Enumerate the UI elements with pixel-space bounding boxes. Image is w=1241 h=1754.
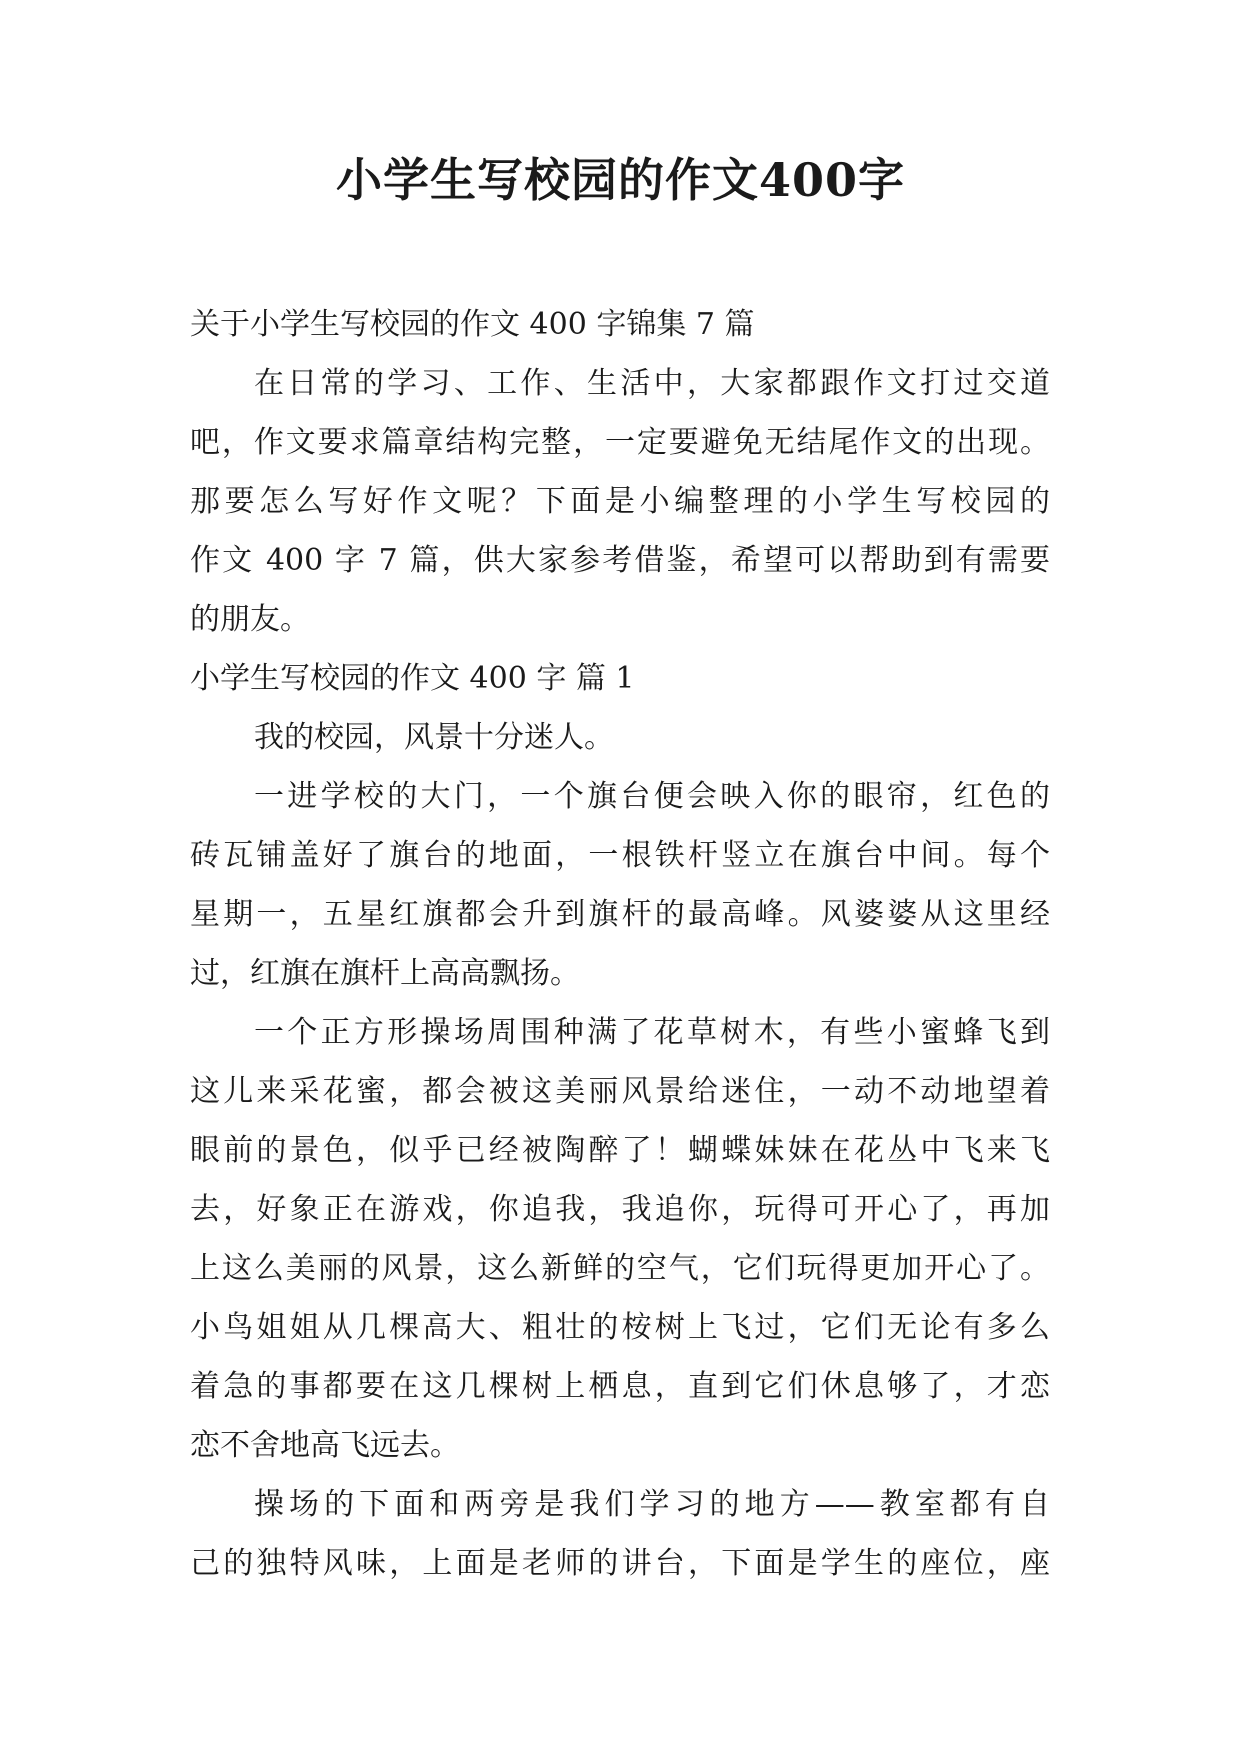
paragraph-line: 吧，作文要求篇章结构完整，一定要避免无结尾作文的出现。: [190, 425, 1050, 460]
paragraph-line: 上这么美丽的风景，这么新鲜的空气，它们玩得更加开心了。: [190, 1251, 1050, 1286]
paragraph-line: 恋不舍地高飞远去。: [190, 1428, 460, 1463]
paragraph-line: 砖瓦铺盖好了旗台的地面，一根铁杆竖立在旗台中间。每个: [190, 838, 1050, 873]
document-body: [190, 295, 1050, 1593]
paragraph-line: 这儿来采花蜜，都会被这美丽风景给迷住，一动不动地望着: [190, 1074, 1050, 1109]
document-title: 小学生写校园的作文400字: [335, 153, 906, 207]
paragraph-line: 在日常的学习、工作、生活中，大家都跟作文打过交道: [254, 366, 1050, 401]
paragraph-line: 着急的事都要在这几棵树上栖息，直到它们休息够了，才恋: [190, 1369, 1050, 1404]
paragraph-line: 眼前的景色，似乎已经被陶醉了！蝴蝶妹妹在花丛中飞来飞: [190, 1133, 1050, 1168]
paragraph-line: 星期一，五星红旗都会升到旗杆的最高峰。风婆婆从这里经: [190, 897, 1050, 932]
paragraph-line: 作文 400 字 7 篇，供大家参考借鉴，希望可以帮助到有需要: [190, 543, 1050, 578]
paragraph-line: 那要怎么写好作文呢？下面是小编整理的小学生写校园的: [190, 484, 1050, 519]
paragraph-line: 去，好象正在游戏，你追我，我追你，玩得可开心了，再加: [190, 1192, 1050, 1227]
paragraph-line: 己的独特风味，上面是老师的讲台，下面是学生的座位，座: [190, 1546, 1050, 1581]
paragraph-line: 一个正方形操场周围种满了花草树木，有些小蜜蜂飞到: [254, 1015, 1050, 1050]
section-heading: 小学生写校园的作文 400 字 篇 1: [190, 661, 635, 696]
paragraph-line: 我的校园，风景十分迷人。: [254, 720, 614, 755]
paragraph-line: 的朋友。: [190, 602, 310, 637]
intro-heading: 关于小学生写校园的作文 400 字锦集 7 篇: [190, 307, 755, 342]
paragraph-line: 小鸟姐姐从几棵高大、粗壮的桉树上飞过，它们无论有多么: [190, 1310, 1050, 1345]
paragraph-line: 一进学校的大门，一个旗台便会映入你的眼帘，红色的: [254, 779, 1050, 814]
paragraph-line: 过，红旗在旗杆上高高飘扬。: [190, 956, 580, 991]
paragraph-line: 操场的下面和两旁是我们学习的地方——教室都有自: [254, 1487, 1050, 1522]
